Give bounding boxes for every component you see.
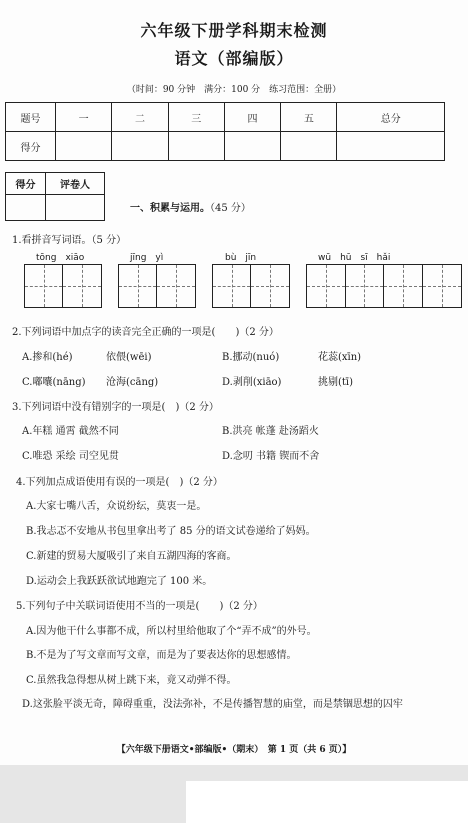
question-3: 3.下列词语中没有错别字的一项是( )（2 分） [12,402,219,413]
option-b-word2: 花蕊(xīn) [318,352,362,363]
answer-cell[interactable] [157,265,195,307]
score-table-cell: 总分 [337,103,445,132]
score-table [5,102,445,161]
score-entry-cell[interactable] [168,132,224,161]
answer-cell[interactable] [119,265,157,307]
answer-box-group[interactable] [306,264,462,308]
grader-score-entry[interactable] [6,195,46,221]
score-entry-cell[interactable] [56,132,112,161]
option-a-word2: 依偎(wēi) [106,352,152,363]
score-entry-cell[interactable] [337,132,445,161]
pinyin-label: wū hū sī hǎi [318,253,391,263]
option-d-word2: 挑剔(tī) [318,377,354,388]
score-entry-cell[interactable] [224,132,280,161]
answer-cell[interactable] [63,265,101,307]
question-5: 5.下列句子中关联词语使用不当的一项是( )（2 分） [16,601,263,612]
option-b: B.不是为了写文章而写文章，而是为了要表达你的思想感情。 [26,650,297,661]
answer-cell[interactable] [251,265,289,307]
option-c: C.虽然我急得想从树上跳下来，竟又动弹不得。 [26,675,237,686]
option-b: B.我忐忑不安地从书包里拿出考了 85 分的语文试卷递给了妈妈。 [26,526,316,537]
option-a: A.大家七嘴八舌，众说纷纭，莫衷一是。 [26,501,207,512]
score-table-cell: 二 [112,103,168,132]
option-c: C.唯恐 采绘 司空见贯 [22,451,119,462]
option-a: A.因为他干什么事都不成，所以村里给他取了个“弄不成”的外号。 [26,626,317,637]
score-table-cell: 四 [224,103,280,132]
grader-score-label: 得分 [6,173,46,195]
exam-title: 六年级下册学科期末检测 [140,21,328,40]
pinyin-label: tōng xiāo [36,253,85,263]
pinyin-label: jīng yì [130,253,164,263]
answer-cell[interactable] [213,265,251,307]
option-d: D.这张脸平淡无奇，障碍重重，没法弥补，不是传播智慧的庙堂，而是禁锢思想的囚牢 [22,699,403,710]
next-page-edge [186,781,468,823]
page-footer: 【六年级下册语文•部编版•（期末） 第 1 页（共 6 页）】 [116,745,352,755]
score-entry-cell[interactable] [112,132,168,161]
pinyin-label: bù jīn [225,253,257,263]
option-a: A.掺和(hé) [22,352,73,363]
option-b: B.挪动(nuó) [222,352,280,363]
answer-cell[interactable] [423,265,461,307]
score-table-score-row [6,132,445,161]
answer-box-group[interactable] [118,264,196,308]
score-table-cell: 五 [281,103,337,132]
grader-table [5,172,105,221]
option-d: D.剥削(xiāo) [222,377,282,388]
answer-cell[interactable] [25,265,63,307]
question-2: 2.下列词语中加点字的读音完全正确的一项是( )（2 分） [12,327,279,338]
option-c: C.嘟囔(nāng) [22,377,86,388]
score-table-cell: 题号 [6,103,56,132]
option-a: A.年糕 通霄 截然不同 [22,426,119,437]
score-table-cell: 一 [56,103,112,132]
option-d: D.运动会上我跃跃欲试地跑完了 100 米。 [26,576,213,587]
option-b: B.洪亮 帐蓬 赴汤蹈火 [222,426,319,437]
score-table-cell: 三 [168,103,224,132]
score-table-cell: 得分 [6,132,56,161]
exam-subtitle: 语文（部编版） [174,49,294,68]
answer-cell[interactable] [346,265,385,307]
question-4: 4.下列加点成语使用有误的一项是( )（2 分） [16,477,223,488]
answer-box-group[interactable] [212,264,290,308]
section-heading [130,199,251,214]
section-title: 一、积累与运用。 [130,203,210,214]
option-c-word2: 沧海(cāng) [106,377,159,388]
section-points: （45 分） [210,203,251,214]
grader-name-label: 评卷人 [45,173,104,195]
answer-cell[interactable] [384,265,423,307]
answer-box-group[interactable] [24,264,102,308]
exam-info: （时间：90 分钟 满分：100 分 练习范围：全册） [126,85,342,95]
answer-cell[interactable] [307,265,346,307]
score-table-header-row [6,103,445,132]
grader-name-entry[interactable] [45,195,104,221]
option-d: D.念叨 书籍 锲而不舍 [222,451,320,462]
option-c: C.新建的贸易大厦吸引了来自五湖四海的客商。 [26,551,237,562]
score-entry-cell[interactable] [281,132,337,161]
question-1: 1.看拼音写词语。（5 分） [12,235,127,246]
